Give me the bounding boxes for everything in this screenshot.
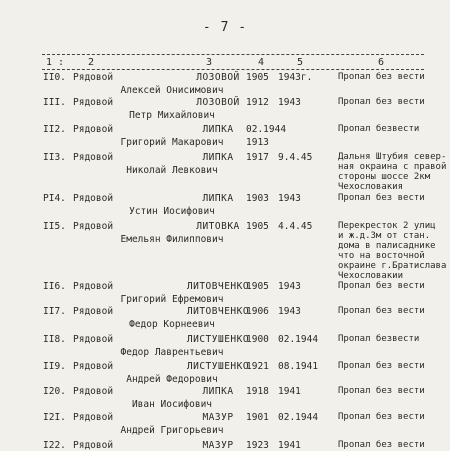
first-name-cell: Николай Левкович <box>126 165 218 176</box>
birth-year-cell-2: 1913 <box>246 137 269 148</box>
fate-line: ная окраина с правой <box>338 162 447 172</box>
birth-year-cell: 1912 <box>246 97 269 108</box>
first-name-cell: Григорий Макарович <box>120 137 224 148</box>
birth-year-cell: 1900 <box>246 334 269 345</box>
surname-cell: ЛОЗОВОЙ <box>196 97 240 108</box>
date-cell: 1943 <box>278 97 301 108</box>
surname-cell: ЛИСТУШЕНКО <box>186 334 250 345</box>
fate-line: Пропал без вести <box>338 281 425 291</box>
row-number: I20. <box>43 386 66 397</box>
first-name-cell: Федор Лаврентьевич <box>120 347 224 358</box>
date-cell: 4.4.45 <box>278 221 313 232</box>
birth-year-cell: 02.1944 <box>246 124 287 135</box>
fate-line: окраине г.Братислава <box>338 261 447 271</box>
rank-cell: Рядовой <box>73 361 114 372</box>
birth-year-cell: 1917 <box>246 152 269 163</box>
date-cell: 1943 <box>278 306 301 317</box>
rank-cell: Рядовой <box>73 193 114 204</box>
surname-cell: ЛИПКА <box>202 386 234 397</box>
fate-line: Пропал без вести <box>338 306 425 316</box>
surname-cell: ЛИТОВКА <box>196 221 240 232</box>
rank-cell: Рядовой <box>73 334 114 345</box>
header-col-3: 3 <box>206 57 213 68</box>
row-number: II5. <box>43 221 66 232</box>
first-name-cell: Петр Михайлович <box>129 110 215 121</box>
date-cell: 02.1944 <box>278 412 319 423</box>
date-cell: 1941 <box>278 386 301 397</box>
surname-cell: ЛИТОВЧЕНКО <box>186 281 250 292</box>
surname-cell: ЛИСТУШЕНКО <box>186 361 250 372</box>
date-cell: 1943г. <box>278 72 313 83</box>
rank-cell: Рядовой <box>73 440 114 451</box>
surname-cell: МАЗУР <box>202 440 234 451</box>
fate-line: Пропал без вести <box>338 97 425 107</box>
date-cell: 1943 <box>278 193 301 204</box>
header-top-rule <box>42 54 424 55</box>
date-cell: 02.1944 <box>278 334 319 345</box>
header-col-5: 5 <box>297 57 304 68</box>
rank-cell: Рядовой <box>73 72 114 83</box>
birth-year-cell: 1905 <box>246 72 269 83</box>
birth-year-cell: 1905 <box>246 221 269 232</box>
row-number: I22. <box>43 440 66 451</box>
surname-cell: ЛИТОВЧЕНКО <box>186 306 250 317</box>
first-name-cell: Алексей Онисимович <box>120 85 224 96</box>
fate-line: Пропал без вести <box>338 361 425 371</box>
first-name-cell: Иван Иосифович <box>131 399 213 410</box>
rank-cell: Рядовой <box>73 124 114 135</box>
fate-line: Пропал безвести <box>338 124 420 134</box>
row-number: II7. <box>43 306 66 317</box>
fate-line: Пропал безвести <box>338 334 420 344</box>
date-cell: 1941 <box>278 440 301 451</box>
surname-cell: ЛИПКА <box>202 124 234 135</box>
header-col-1: 1 : <box>46 57 65 68</box>
surname-cell: ЛИПКА <box>202 193 234 204</box>
row-number: II6. <box>43 281 66 292</box>
fate-line: Пропал без вести <box>338 412 425 422</box>
header-col-2: 2 <box>88 57 95 68</box>
birth-year-cell: 1921 <box>246 361 269 372</box>
date-cell: 1943 <box>278 281 301 292</box>
surname-cell: МАЗУР <box>202 412 234 423</box>
birth-year-cell: 1923 <box>246 440 269 451</box>
birth-year-cell: 1905 <box>246 281 269 292</box>
fate-line: Дальня Штубия север- <box>338 152 447 162</box>
row-number: III. <box>43 97 66 108</box>
fate-line: Пропал без вести <box>338 440 425 450</box>
fate-line: дома в палисаднике <box>338 241 436 251</box>
first-name-cell: Андрей Григорьевич <box>120 425 224 436</box>
birth-year-cell: 1903 <box>246 193 269 204</box>
fate-line: Пропал без вести <box>338 193 425 203</box>
fate-line: стороны шоссе 2км <box>338 172 431 182</box>
fate-line: Пропал без вести <box>338 386 425 396</box>
row-number: II8. <box>43 334 66 345</box>
rank-cell: Рядовой <box>73 152 114 163</box>
fate-line: Чехословакии <box>338 271 404 281</box>
date-cell: 9.4.45 <box>278 152 313 163</box>
surname-cell: ЛИПКА <box>202 152 234 163</box>
rank-cell: Рядовой <box>73 221 114 232</box>
row-number: II3. <box>43 152 66 163</box>
header-col-6: 6 <box>378 57 385 68</box>
row-number: II2. <box>43 124 66 135</box>
rank-cell: Рядовой <box>73 97 114 108</box>
row-number: I2I. <box>43 412 66 423</box>
rank-cell: Рядовой <box>73 306 114 317</box>
header-col-4: 4 <box>258 57 265 68</box>
row-number: PI4. <box>43 193 66 204</box>
page-number: - 7 - <box>202 20 248 35</box>
rank-cell: Рядовой <box>73 281 114 292</box>
rank-cell: Рядовой <box>73 412 114 423</box>
first-name-cell: Емельян Филиппович <box>120 234 224 245</box>
first-name-cell: Андрей Федорович <box>126 374 218 385</box>
first-name-cell: Устин Иосифович <box>129 206 215 217</box>
fate-line: Перекресток 2 улиц <box>338 221 436 231</box>
first-name-cell: Григорий Ефремович <box>120 294 224 305</box>
first-name-cell: Федор Корнеевич <box>129 319 215 330</box>
birth-year-cell: 1918 <box>246 386 269 397</box>
date-cell: 08.1941 <box>278 361 319 372</box>
fate-line: что на восточной <box>338 251 425 261</box>
row-number: II0. <box>43 72 66 83</box>
fate-line: и ж.д.3м от стан. <box>338 231 431 241</box>
fate-line: Чехословакия <box>338 182 404 192</box>
row-number: II9. <box>43 361 66 372</box>
birth-year-cell: 1906 <box>246 306 269 317</box>
rank-cell: Рядовой <box>73 386 114 397</box>
surname-cell: ЛОЗОВОЙ <box>196 72 240 83</box>
fate-line: Пропал без вести <box>338 72 425 82</box>
birth-year-cell: 1901 <box>246 412 269 423</box>
header-bottom-rule <box>42 69 424 70</box>
